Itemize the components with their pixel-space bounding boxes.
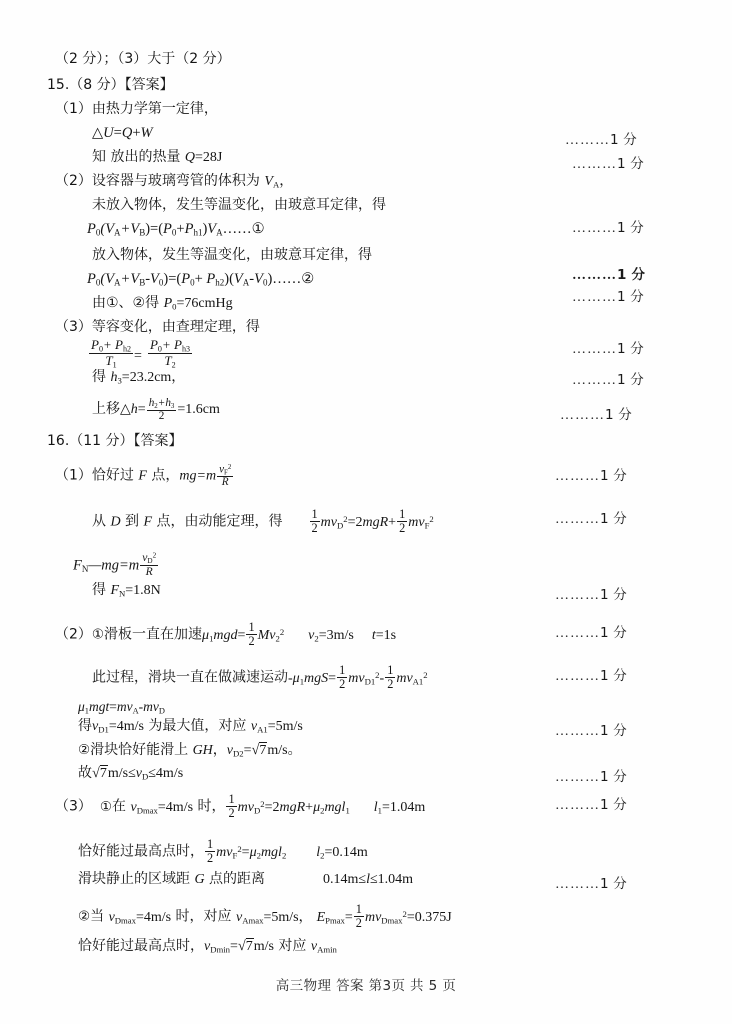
p16-part1-normal-force-equation (73, 552, 159, 578)
score-dots: ……… (572, 342, 617, 357)
p15-part3-h3-result (92, 370, 185, 385)
symbol-h: h (110, 370, 118, 385)
p16-distance-range: 0.14m≤l≤1.04m (323, 872, 414, 887)
score-mark (555, 664, 627, 685)
score-mark (565, 128, 637, 149)
p16-part3-line4-cn: 当 (90, 908, 109, 925)
point-F: F (143, 514, 153, 530)
score-points: 1 分 (600, 468, 627, 484)
score-dots: ……… (555, 588, 600, 603)
p16-ke-equation: $\frac{1}{2}$ $mv_D^2=2mgR+$ $\frac{1}{2}$ $mv_F^2$ (311, 507, 434, 535)
p16-part3-top-point-line (78, 838, 368, 864)
p16-part2-line1-cn: 滑板一直在加速 (104, 626, 203, 643)
p16-vD1-mid: 为最大值，对应 (143, 718, 251, 734)
p16-part1-FN-result (92, 583, 161, 598)
p16-GH-cn: 滑块恰好能滑上 (90, 742, 193, 758)
score-points: 1 分 (617, 341, 644, 357)
p16-l2-value: $l_2=0.14m$ (316, 844, 368, 861)
p15-part3-line1: 等容变化，由查理定理，得 (91, 319, 260, 335)
p16-part2-deceleration-line (92, 664, 428, 690)
p16-FN-prefix: 得 (92, 582, 111, 598)
p16-part3-distance-line (78, 872, 413, 887)
p15-part1-label (55, 102, 218, 116)
circled-number-1: ① (99, 798, 113, 815)
plus-sign: + (132, 125, 141, 141)
fraction-delta-h (147, 398, 177, 422)
p16-t-value: t=1s (371, 627, 397, 643)
p15-delta-h-value: =1.6cm (177, 402, 220, 418)
p16-part2-energy-equation: $\mu_1mgd=$ $\frac{1}{2}$ $Mv_2^2$ (202, 620, 285, 648)
p15-part1-label-text: （1） (55, 101, 92, 117)
p16-part2-vD1-result (78, 719, 303, 734)
p16-part2-deceleration-equation: $-\mu_1mgS=$ $\frac{1}{2}$ $mv_{D1}^2-$ $\frac{1}{2}$ $mv_{A1}^2$ (288, 663, 428, 691)
carryover-line: （2 分）；（3）大于（2 分） (55, 51, 231, 67)
p16-v2-value: $v_2=3m/s$ (308, 627, 354, 644)
score-dots: ……… (572, 157, 617, 172)
circled-number-2: ② (78, 742, 91, 758)
score-mark (572, 263, 645, 284)
p15-heat-prefix: 知 放出的热量 (92, 149, 185, 165)
symbol-FN: F (73, 557, 82, 574)
score-points: 1 分 (617, 220, 644, 236)
symbol-h: h (130, 402, 138, 418)
point-F: F (138, 468, 147, 484)
radical-symbol: √ (251, 742, 260, 758)
p16-part2-line2-cn: 此过程，滑块一直在做减速运动 (92, 669, 288, 686)
score-points: 1 分 (617, 372, 644, 388)
score-dots: ……… (555, 469, 600, 484)
score-mark (555, 765, 627, 786)
subscript-N: N (81, 563, 89, 574)
p16-distance-cn: 滑块静止的区域距 (78, 871, 195, 887)
score-dots: ……… (555, 669, 600, 684)
score-mark (572, 152, 644, 173)
score-mark (555, 621, 627, 642)
fraction-one-half: $\frac{1}{2}$ (248, 620, 255, 648)
p15-part2-equation-1: $P_0(V_A+V_B)=(P_0+P_{h1})V_A\dots\dots ①$ (87, 221, 265, 238)
fraction-denominator: 2 (158, 410, 165, 422)
symbol-F: F (110, 583, 120, 598)
radical-symbol: √ (92, 765, 100, 781)
p15-part3-label-text: （3） (55, 319, 92, 335)
p16-vD1-prefix: 得 (78, 718, 92, 734)
subscript-0: 0 (172, 301, 177, 312)
equals-sign: = (137, 402, 146, 418)
score-mark (555, 719, 627, 740)
fraction-left (89, 338, 133, 370)
score-mark (560, 403, 632, 424)
p16-top-point-equation: $\frac{1}{2}$ $mv_F^2=\mu_2mgl_2$ (207, 837, 287, 865)
p16-part3-Epmax-line (78, 903, 452, 929)
p15-part1-formula-first-law (92, 126, 153, 141)
p16-vDmin-post: 对应 (273, 938, 311, 954)
p16-to: 到 (120, 513, 144, 530)
p15-part2-result-value: =76cmHg (176, 296, 233, 311)
fraction-right-numerator: $P_0+ P_{h3}$ (149, 337, 190, 354)
p15-part3-charles-law-equation (88, 338, 193, 370)
score-dots: ……… (565, 133, 610, 148)
p15-part3-delta-h-line (92, 398, 220, 422)
score-points: 1 分 (605, 407, 632, 423)
score-dots: ……… (572, 268, 617, 283)
p16-line4-shi: 时，对应 (171, 908, 237, 925)
fraction-one-half: $\frac{1}{2}$ (311, 507, 318, 535)
score-mark (572, 216, 644, 237)
fraction-one-half: $\frac{1}{2}$ (387, 663, 394, 691)
score-dots: ……… (572, 221, 617, 236)
p16-vD1-value: $v_{D1}=4m/s$ (92, 719, 144, 735)
p16-distance-cn2: 点的距离 (204, 871, 266, 887)
score-dots: ……… (555, 877, 600, 892)
score-points: 1 分 (617, 289, 644, 305)
symbol-U: U (103, 125, 114, 141)
p16-part3-label-text: （3） (55, 798, 92, 815)
p15-h3-prefix: 得 (92, 369, 111, 385)
score-points: 1 分 (617, 156, 644, 172)
delta-symbol: △ (92, 125, 104, 141)
p16-part3-line1-cn: 在 (112, 798, 131, 815)
fraction-one-half: $\frac{1}{2}$ (207, 837, 214, 865)
p15-part2-line1-post: ， (279, 173, 294, 189)
problem-15-heading: 15.（8 分）【答案】 (47, 77, 174, 93)
score-mark (572, 285, 644, 306)
p15-part1-heat-line (92, 150, 222, 165)
score-mark (555, 583, 627, 604)
p15-part2-result-pre: 由①、②得 (92, 295, 164, 311)
symbol-P: P (163, 296, 173, 311)
equals-sign: = (113, 125, 122, 141)
p16-part1-pre: 恰好过 (91, 467, 139, 484)
score-dots: ……… (555, 798, 600, 813)
p15-part2-line1-pre: 设容器与玻璃弯管的体积为 (91, 173, 265, 189)
p15-h3-value: =23.2cm， (121, 370, 186, 385)
score-points: 1 分 (600, 511, 627, 527)
score-dots: ……… (572, 290, 617, 305)
p16-range-prefix: 故 (78, 765, 92, 781)
formula-mg-eq-m: mg=m (179, 468, 217, 484)
fraction-right (148, 338, 192, 370)
symbol-Q: Q (184, 150, 196, 165)
p16-from-D: 从 (92, 513, 111, 530)
fraction-vD2-over-R (140, 552, 158, 578)
p16-part1-mid: 点， (146, 467, 180, 484)
score-dots: ……… (555, 724, 600, 739)
score-dots: ……… (572, 373, 617, 388)
p15-part2-equation-2: $P_0(V_A+V_B-V_0)=(P_0+$ $P_{h2})(V_A-V_0)\dots\dots ②$ (87, 271, 315, 288)
score-mark (555, 793, 627, 814)
p16-vDmin-cn: 恰好能过最高点时， (78, 938, 204, 954)
symbol-V: V (264, 174, 273, 189)
p16-shi: 时， (193, 798, 226, 815)
p16-FN-value: =1.8N (125, 583, 161, 598)
p16-ke-post: 点，由动能定理，得 (152, 513, 283, 530)
p15-part2-label-text: （2） (55, 173, 92, 189)
p16-part3-vDmin-line (78, 938, 337, 955)
fraction-denominator: R (221, 476, 229, 489)
p16-part2-impulse-equation: $\mu_1mgt=mv_A-mv_D$ (78, 699, 165, 716)
point-G: G (194, 872, 205, 887)
p16-Epmax-equation: $E_{Pmax}=$ $\frac{1}{2}$ $mv_{Dmax}^2=0.375J$ (316, 902, 452, 930)
equals-sign: = (134, 348, 142, 364)
page-footer: 高三物理 答案 第3页 共 5 页 (275, 978, 457, 994)
score-mark (555, 872, 627, 893)
fraction-numerator: $v_F^2$ (219, 463, 232, 477)
circled-number-1: ① (91, 626, 105, 643)
score-dots: ……… (555, 626, 600, 641)
score-dots: ……… (560, 408, 605, 423)
p16-part2-range-line (78, 765, 183, 782)
p16-part1-kinetic-energy-line (92, 508, 434, 534)
segment-GH: GH (192, 743, 213, 758)
p16-part3-line1 (55, 793, 425, 819)
fraction-vF2-over-R (217, 464, 233, 489)
symbol-Q: Q (121, 125, 133, 141)
score-points: 1 分 (600, 876, 627, 892)
radicand: 7 (99, 766, 107, 781)
score-points: 1 分 (600, 723, 627, 739)
subscript-3: 3 (117, 375, 122, 386)
fraction-numerator: $h_2+h_3$ (148, 397, 175, 410)
p15-part3-label (55, 320, 260, 334)
score-points: 1 分 (600, 625, 627, 641)
problem-16-heading: 16.（11 分）【答案】 (47, 433, 183, 449)
p16-part1-line1 (55, 464, 234, 489)
p15-part2-line4: 放入物体，发生等温变化，由玻意耳定律，得 (92, 247, 372, 263)
radicand: 7 (245, 939, 253, 954)
fraction-right-denominator: $T_2$ (164, 353, 176, 370)
point-D: D (110, 514, 121, 530)
score-points: 1 分 (600, 587, 627, 603)
p15-part2-result (92, 296, 233, 311)
minus-mg-eq-m: —mg=m (88, 557, 140, 574)
p16-top-point-cn: 恰好能过最高点时， (78, 843, 204, 860)
p16-l1-value: $l_1=1.04m$ (373, 799, 426, 816)
score-mark (572, 337, 644, 358)
p16-vA1-value: $v_{A1}=5m/s$ (250, 719, 303, 735)
fraction-numerator: $v_D^2$ (142, 551, 157, 565)
score-points: 1 分 (600, 797, 627, 813)
p15-heat-value: =28J (195, 150, 223, 165)
p16-range-expression: $√7m/s\le v_D\le 4m/s$ (92, 765, 184, 782)
symbol-W: W (140, 125, 153, 141)
p16-part2-label-text: （2） (55, 626, 92, 643)
p15-part2-label (55, 174, 293, 189)
p15-part2-line2: 未放入物体，发生等温变化，由玻意耳定律，得 (92, 197, 386, 213)
radical-symbol: √ (237, 938, 246, 954)
p16-vDmax-value: $v_{Dmax}=4m/s$ (108, 909, 172, 926)
score-mark (572, 368, 644, 389)
score-mark (555, 464, 627, 485)
p15-part1-line1: 由热力学第一定律， (91, 101, 218, 117)
score-points: 1 分 (617, 267, 646, 283)
p16-part2-line1 (55, 621, 396, 647)
p16-part3-energy-equation: $\frac{1}{2}$ $mv_D^2=2mgR+\mu_2mgl_1$ (228, 792, 350, 820)
subscript-N: N (119, 588, 126, 599)
circled-number-2: ② (78, 908, 91, 925)
p16-part2-GH-line (78, 742, 302, 759)
score-mark (555, 507, 627, 528)
p16-vAmin-symbol: $v_{Amin}$ (310, 939, 337, 955)
p16-vDmin-value: $v_{Dmin}=√7m/s$ (204, 938, 274, 955)
fraction-left-numerator: $P_0+ P_{h2}$ (91, 337, 132, 354)
p16-vDmax-value: $v_{Dmax}=4m/s$ (130, 799, 194, 816)
score-dots: ……… (555, 512, 600, 527)
score-dots: ……… (555, 770, 600, 785)
p16-part1-label-text: （1） (55, 467, 92, 484)
p16-vAmax-value: $v_{Amax}=5m/s$， (236, 909, 313, 926)
radicand: 7 (259, 743, 267, 758)
fraction-one-half: $\frac{1}{2}$ (399, 507, 406, 535)
fraction-one-half: $\frac{1}{2}$ (355, 902, 362, 930)
p16-vD2-value: $v_{D2}=√7m/s$。 (226, 742, 302, 759)
score-points: 1 分 (610, 132, 637, 148)
score-points: 1 分 (600, 769, 627, 785)
p15-delta-h-prefix: 上移△ (92, 401, 131, 418)
fraction-denominator: R (145, 565, 153, 579)
fraction-left-denominator: $T_1$ (105, 353, 117, 370)
score-points: 1 分 (600, 668, 627, 684)
fraction-one-half: $\frac{1}{2}$ (339, 663, 346, 691)
fraction-one-half: $\frac{1}{2}$ (228, 792, 235, 820)
comma: ， (212, 742, 227, 758)
subscript-A: A (272, 179, 280, 190)
